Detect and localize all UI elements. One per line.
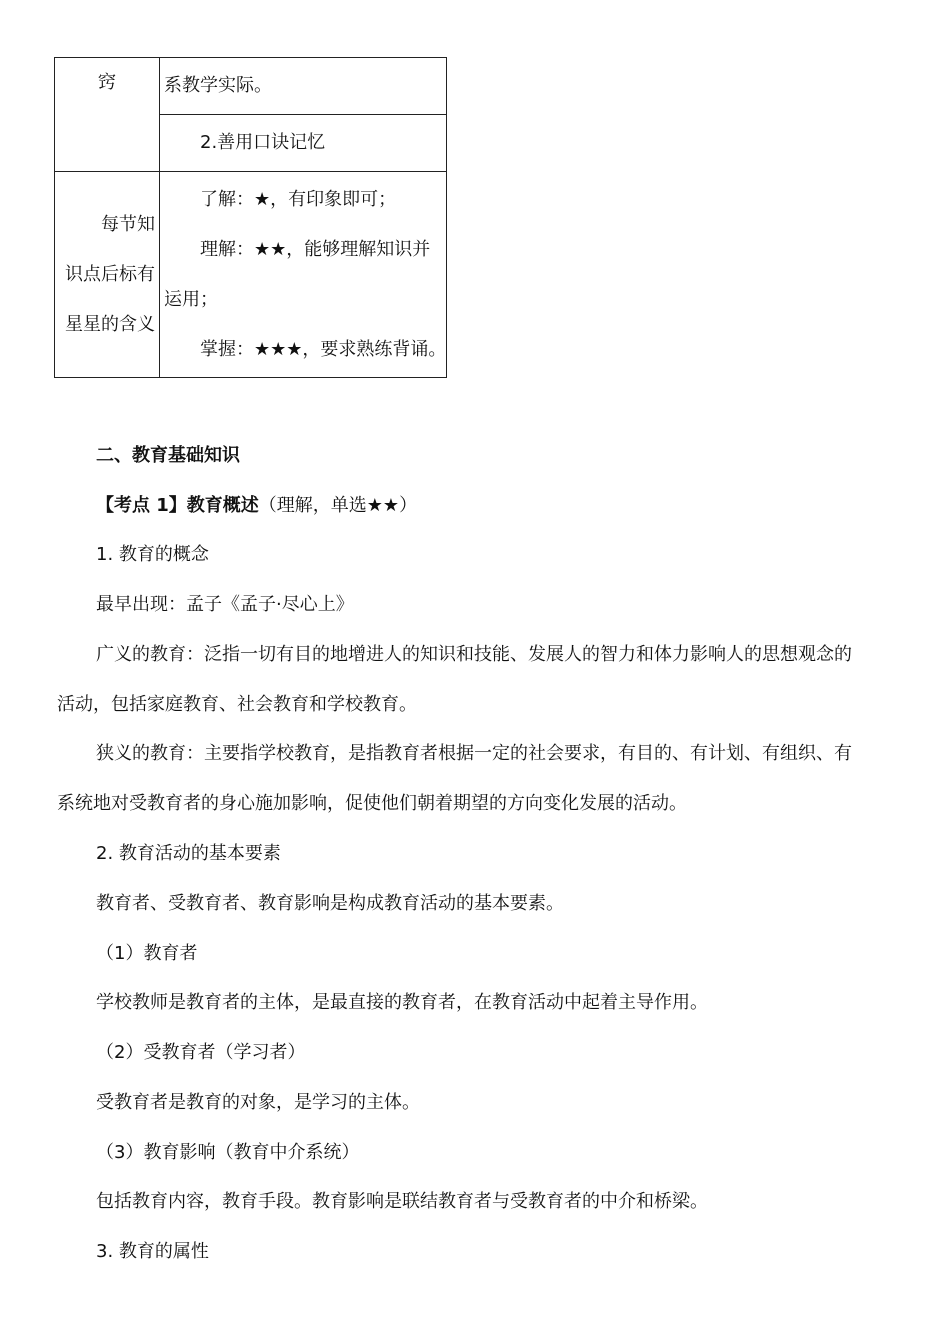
paragraph: 最早出现：孟子《孟子·尽心上》	[96, 594, 354, 615]
row2-label-line: 识点后标有	[65, 263, 155, 285]
table-cell-label	[55, 58, 160, 172]
subheading: （2）受教育者（学习者）	[96, 1042, 306, 1063]
heading-concept: 1. 教育的概念	[96, 544, 209, 565]
kaodian-note: （理解，单选★★）	[258, 495, 418, 516]
table-cell-content	[160, 115, 447, 172]
heading-elements: 2. 教育活动的基本要素	[96, 843, 281, 864]
heading-attributes: 3. 教育的属性	[96, 1241, 209, 1262]
paragraph: 系统地对受教育者的身心施加影响，促使他们朝着期望的方向变化发展的活动。	[57, 793, 687, 814]
kaodian-bold: 【考点 1】教育概述	[96, 495, 259, 516]
row2-text-line: 理解：★★，能够理解知识并	[200, 238, 431, 260]
paragraph: 狭义的教育：主要指学校教育，是指教育者根据一定的社会要求，有目的、有计划、有组织、有	[96, 743, 852, 764]
table-cell-content	[160, 58, 447, 115]
table-cell-label	[55, 172, 160, 378]
kaodian-heading	[96, 494, 417, 518]
table-cell-content	[160, 172, 447, 378]
table-row	[55, 58, 447, 115]
paragraph: 活动，包括家庭教育、社会教育和学校教育。	[57, 694, 417, 715]
row2-label-line: 星星的含义	[65, 313, 155, 335]
paragraph: 教育者、受教育者、教育影响是构成教育活动的基本要素。	[96, 893, 564, 914]
row2-text-line: 掌握：★★★，要求熟练背诵。	[200, 338, 447, 360]
info-table	[54, 57, 447, 378]
subheading: （1）教育者	[96, 943, 198, 964]
section-title: 二、教育基础知识	[96, 445, 240, 466]
row1-text-a: 系教学实际。	[164, 75, 272, 96]
row2-text-line: 了解：★，有印象即可；	[200, 188, 397, 210]
paragraph: 学校教师是教育者的主体，是最直接的教育者，在教育活动中起着主导作用。	[96, 992, 708, 1013]
row2-label-line: 每节知	[101, 213, 155, 235]
row1-label: 窍	[98, 72, 116, 93]
row1-text-b: 2.善用口诀记忆	[200, 132, 326, 153]
paragraph: 受教育者是教育的对象，是学习的主体。	[96, 1092, 420, 1113]
paragraph: 包括教育内容，教育手段。教育影响是联结教育者与受教育者的中介和桥梁。	[96, 1191, 708, 1212]
row2-text-line: 运用；	[164, 288, 218, 310]
table-row	[55, 172, 447, 378]
paragraph: 广义的教育：泛指一切有目的地增进人的知识和技能、发展人的智力和体力影响人的思想观念的	[96, 644, 852, 665]
subheading: （3）教育影响（教育中介系统）	[96, 1142, 360, 1163]
